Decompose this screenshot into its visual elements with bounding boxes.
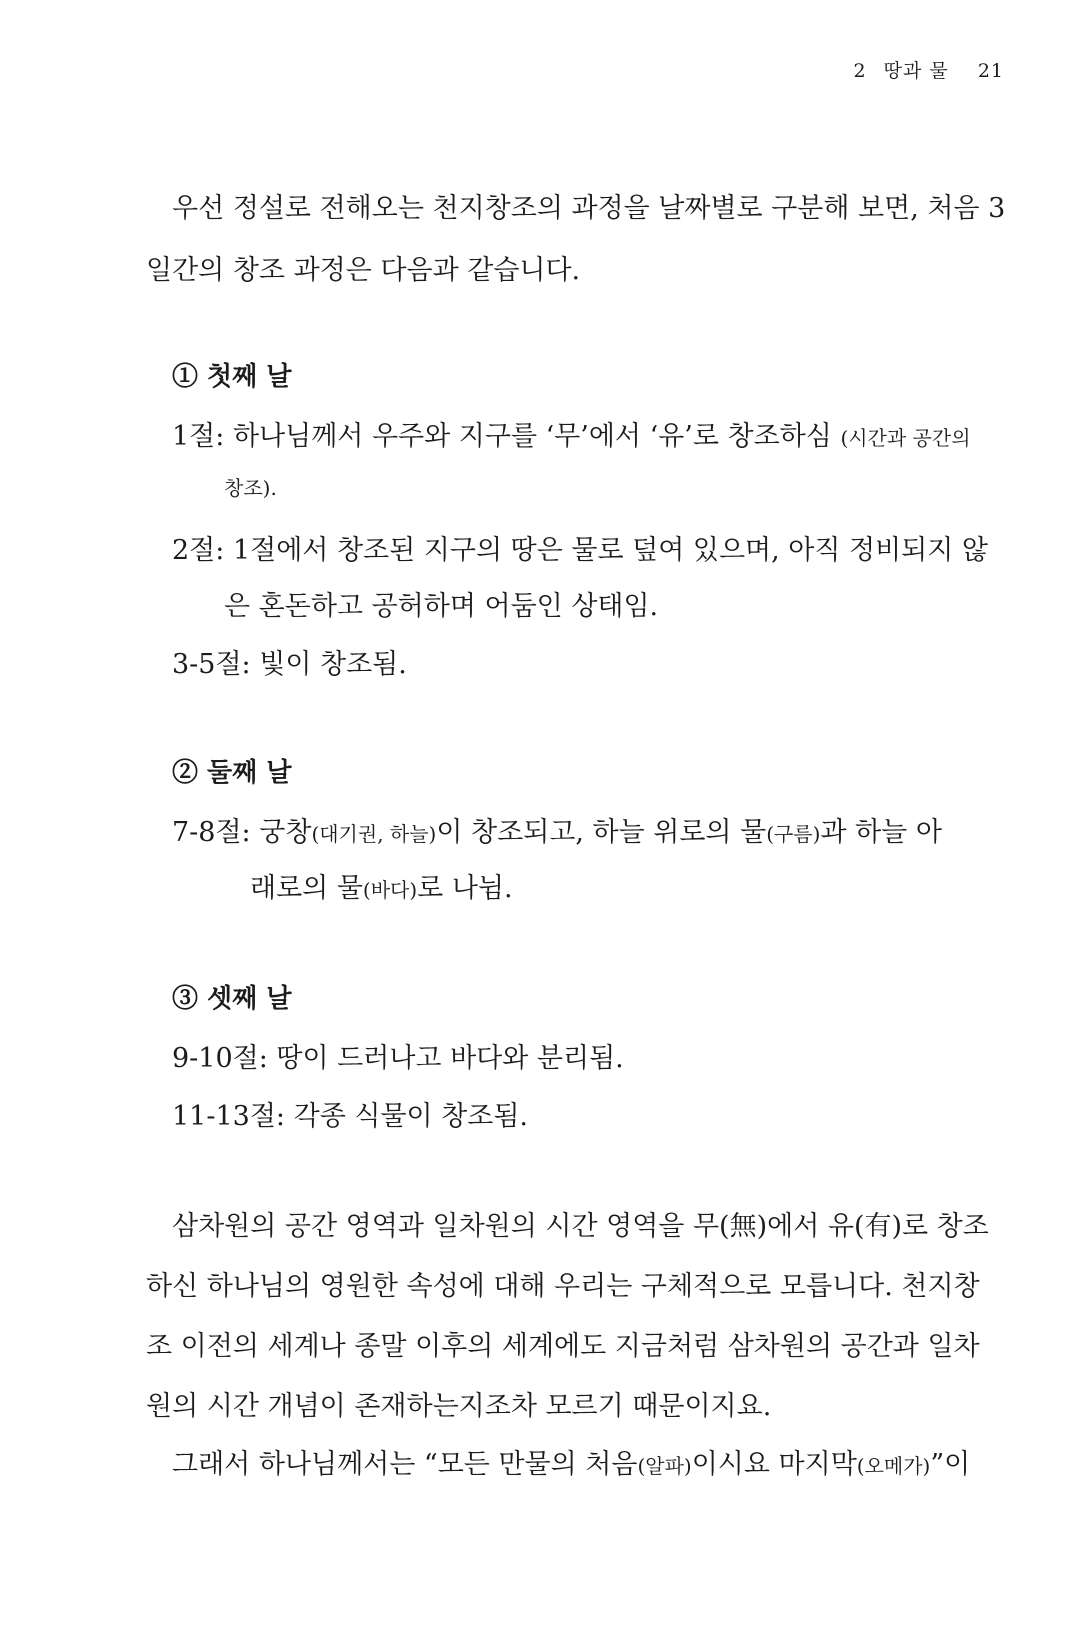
closing-line-3: 조 이전의 세계나 종말 이후의 세계에도 지금처럼 삼차원의 공간과 일차 bbox=[146, 1331, 980, 1362]
day3-verse-1 bbox=[172, 1036, 624, 1075]
day3-verse-2 bbox=[172, 1094, 528, 1133]
verse-text-d: 래로의 물 bbox=[250, 873, 363, 904]
day1-verse-2-cont: 은 혼돈하고 공허하며 어둠인 상태임. bbox=[224, 591, 659, 622]
verse-label: 3-5절: bbox=[172, 649, 251, 680]
verse-label: 7-8절: bbox=[172, 817, 251, 848]
day1-verse-1-cont: 창조). bbox=[224, 476, 277, 500]
verse-label: 1절: bbox=[172, 421, 225, 452]
verse-note: (대기권, 하늘) bbox=[311, 822, 437, 846]
chapter-title: 땅과 물 bbox=[883, 60, 949, 82]
chapter-number: 2 bbox=[853, 60, 867, 82]
verse-label: 9-10절: bbox=[172, 1043, 268, 1074]
closing-line-1: 삼차원의 공간 영역과 일차원의 시간 영역을 무(無)에서 유(有)로 창조 bbox=[172, 1211, 989, 1242]
verse-text: 각종 식물이 창조됨. bbox=[293, 1101, 529, 1132]
text-a: 그래서 하나님께서는 “모든 만물의 처음 bbox=[172, 1449, 638, 1480]
verse-label: 11-13절: bbox=[172, 1101, 286, 1132]
verse-label: 2절: bbox=[172, 535, 225, 566]
verse-text: 빛이 창조됨. bbox=[259, 649, 407, 680]
text-b: 이시요 마지막 bbox=[691, 1449, 857, 1480]
verse-text-c: 과 하늘 아 bbox=[820, 817, 942, 848]
verse-text-e: 로 나뉨. bbox=[417, 873, 513, 904]
closing-line-5 bbox=[172, 1442, 970, 1481]
verse-text-b: 이 창조되고, 하늘 위로의 물 bbox=[436, 817, 767, 848]
day3-heading: ③ 셋째 날 bbox=[172, 984, 292, 1014]
page-number: 21 bbox=[977, 60, 1004, 82]
closing-line-2: 하신 하나님의 영원한 속성에 대해 우리는 구체적으로 모릅니다. 천지창 bbox=[146, 1271, 980, 1302]
intro-line-2: 일간의 창조 과정은 다음과 같습니다. bbox=[146, 255, 581, 286]
text-c: ”이 bbox=[930, 1449, 971, 1480]
verse-text: 1절에서 창조된 지구의 땅은 물로 덮여 있으며, 아직 정비되지 않 bbox=[232, 535, 989, 566]
day2-verse-1 bbox=[172, 810, 942, 849]
day1-verse-3 bbox=[172, 642, 407, 681]
day2-heading: ② 둘째 날 bbox=[172, 758, 292, 788]
verse-text-a: 궁창 bbox=[259, 817, 312, 848]
verse-text: 땅이 드러나고 바다와 분리됨. bbox=[276, 1043, 624, 1074]
note: (알파) bbox=[637, 1454, 692, 1478]
verse-note: (바다) bbox=[362, 878, 418, 902]
day1-verse-1 bbox=[172, 414, 971, 453]
day1-verse-2 bbox=[172, 528, 988, 567]
verse-note: (시간과 공간의 bbox=[840, 426, 971, 450]
closing-line-4: 원의 시간 개념이 존재하는지조차 모르기 때문이지요. bbox=[146, 1391, 772, 1422]
note: (오메가) bbox=[856, 1454, 931, 1478]
day2-verse-1-cont bbox=[250, 866, 513, 905]
verse-note: (구름) bbox=[766, 822, 821, 846]
day1-heading: ① 첫째 날 bbox=[172, 362, 292, 392]
intro-line-1: 우선 정설로 전해오는 천지창조의 과정을 날짜별로 구분해 보면, 처음 3 bbox=[172, 193, 1006, 224]
verse-text: 하나님께서 우주와 지구를 ‘무’에서 ‘유’로 창조하심 bbox=[232, 421, 832, 452]
running-header bbox=[844, 56, 1004, 83]
